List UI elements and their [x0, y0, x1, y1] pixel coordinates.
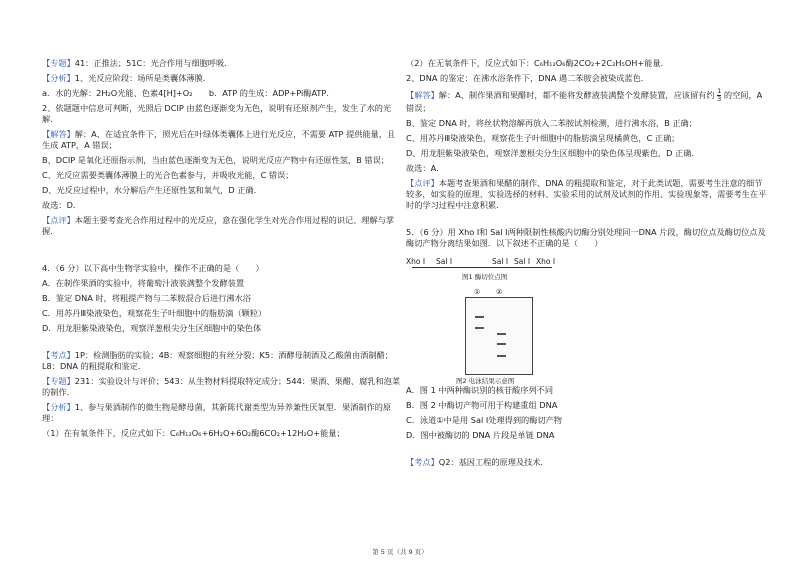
q4-answer-a-text: 【解答】解：A、制作果酒和果醋时，都不能将发酵液装满整个发酵装置，应该留有约: [406, 90, 715, 100]
gel-box: [465, 288, 533, 375]
answer-c: C、光反应需要类囊体薄膜上的光合色素参与，并吸收光能，C 错误；: [42, 170, 294, 180]
lane-1-label: ①: [474, 288, 481, 296]
question-4: 4．（6 分）以下高中生物学实验中，操作不正确的是（ ）: [42, 263, 264, 273]
lane-1-band: [475, 327, 484, 329]
q4-answer-d: D、用龙胆紫染液染色，观察洋葱根尖分生区细胞中的染色体呈现紫色，D 正确．: [406, 148, 700, 158]
q5-knowledge-point: 【考点】Q2：基因工程的原理及技术．: [406, 457, 549, 467]
q4-knowledge-point: 【考点】1P：检测脂肪的实验；4B：观察细胞的有丝分裂；K5：酒酵母制酒及乙酸菌由酒制醋；L8：DNA 的粗提取和鉴定．: [42, 350, 393, 371]
lane-2-band: [497, 333, 506, 335]
fraction-one-third: [717, 88, 721, 103]
answer-d: D、光反应过程中，水分解后产生还原性氢和氧气，D 正确．: [42, 185, 262, 195]
choice-line: 故选：D．: [42, 200, 82, 210]
site-label-4: Sal Ⅰ: [514, 257, 531, 266]
lane-2-band: [497, 343, 506, 345]
answer-b: B、DCIP 是氧化还原指示剂，当由蓝色逐渐变为无色，说明光反应产物中有还原性氢，B 错误；: [42, 155, 389, 165]
q5-option-a: A．图 1 中两种酶识别的核苷酸序列不同: [406, 385, 554, 395]
q4-option-d: D．用龙胆紫染液染色，观察洋葱根尖分生区细胞中的染色体: [42, 323, 262, 333]
q4-aerobic-formula: （1）在有氧条件下，反应式如下：C₆H₁₂O₆+6H₂O+6O₂酶6CO₂+12H₂O+能量；: [42, 428, 345, 438]
anaerobic-formula: （2）在无氧条件下，反应式如下：C₆H₁₂O₆酶2CO₂+2C₂H₅OH+能量．: [406, 58, 669, 68]
lane-1-band: [475, 316, 484, 318]
figure-2-gel: [406, 285, 768, 385]
site-label-1: Xho Ⅰ: [406, 257, 426, 266]
q4-answer-b: B、鉴定 DNA 时，将丝状物溶解再放入二苯胺试剂检测，进行沸水浴，B 正确；: [406, 118, 697, 128]
page-footer: 第 5 页（共 9 页）: [372, 548, 428, 556]
q4-answer-a-tail: 的空间，A 错误；: [406, 90, 763, 113]
q5-option-c: C．泳道①中是用 Sal Ⅰ处理得到的酶切产物: [406, 415, 562, 425]
topic-line: 【专题】41：正推法；51C：光合作用与细胞呼吸．: [42, 58, 233, 68]
q4-choice: 故选：A．: [406, 163, 445, 173]
q4-answer-a: [406, 88, 768, 114]
figure-1-caption: 图1 酶切位点图: [462, 273, 508, 281]
q4-answer-c: C、用苏丹Ⅲ染液染色，观察花生子叶细胞中的脂肪滴呈现橘黄色，C 正确；: [406, 133, 680, 143]
question-5: 5．（6 分）用 Xho Ⅰ和 Sal Ⅰ两种限制性核酸内切酶分别处理同一DNA 片段，酶切位点及酶切位点及酶切产物分离结果如图．以下叙述不正确的是（ ）: [406, 227, 766, 248]
formula-line: a．水的光解：2H₂O光能、色素4[H]+O₂ b．ATP 的生成：ADP+Pi酶ATP．: [42, 88, 335, 98]
q4-comment: 【点评】本题考查果酒和果醋的制作、DNA 的粗提取和鉴定，对于此类试题，需要考生注意的细节较多，如实验的原理、实验选择的材料、实验采用的试剂及试剂的作用、实验现象等，需要考生在平时的学习过程中注意积累．: [406, 178, 767, 210]
analysis-line: 【分析】1、光反应阶段：场所是类囊体薄膜．: [42, 73, 211, 83]
dna-fragment-line: [412, 267, 552, 268]
q4-topic: 【专题】231：实验设计与评价；543：从生物材料提取特定成分；544：果酒、果醋、腐乳和泡菜的制作．: [42, 376, 401, 397]
lane-2-band: [497, 355, 506, 357]
figure-2-caption: 图2 电泳结果示意图: [456, 377, 515, 385]
fraction-denominator: 3: [717, 95, 722, 103]
q5-option-d: D．图中被酶切的 DNA 片段是单链 DNA: [406, 430, 555, 440]
site-label-3: Sal Ⅰ: [492, 257, 509, 266]
site-label-5: Xho Ⅰ: [536, 257, 556, 266]
dna-identification: 2、DNA 的鉴定：在沸水浴条件下，DNA 遇二苯胺会被染成蓝色．: [406, 73, 649, 83]
fraction-numerator: 1: [717, 87, 722, 95]
q4-option-a: A．在制作果酒的实验中，将葡萄汁液装满整个发酵装置: [42, 278, 245, 288]
q4-option-c: C．用苏丹Ⅲ染液染色，观察花生子叶细胞中的脂肪滴（颗粒）: [42, 308, 267, 318]
analysis-point-2: 2、依题题中信息可判断，光照后 DCIP 由蓝色逐渐变为无色，说明有还原剂产生，发生了水的光解．: [42, 103, 392, 124]
comment-line: 【点评】本题主要考查光合作用过程中的光反应，意在强化学生对光合作用过程的识记、理解与掌握．: [42, 215, 395, 236]
answer-a: 【解答】解：A、在适宜条件下，照光后在叶绿体类囊体上进行光反应，不需要 ATP 提供能量，且生成 ATP，A 错误；: [42, 129, 396, 150]
q4-analysis: 【分析】1、参与果酒制作的微生物是酵母菌，其新陈代谢类型为异养兼性厌氧型．果酒制作的原理：: [42, 402, 392, 423]
figure-1-restriction-map: [406, 253, 768, 283]
q4-option-b: B．鉴定 DNA 时，将粗提产物与二苯胺混合后进行沸水浴: [42, 293, 251, 303]
q5-option-b: B．图 2 中酶切产物可用于构建重组 DNA: [406, 400, 558, 410]
site-label-2: Sal Ⅰ: [436, 257, 453, 266]
lane-2-label: ②: [496, 288, 503, 296]
right-column: [406, 58, 768, 472]
left-column: [42, 58, 402, 443]
